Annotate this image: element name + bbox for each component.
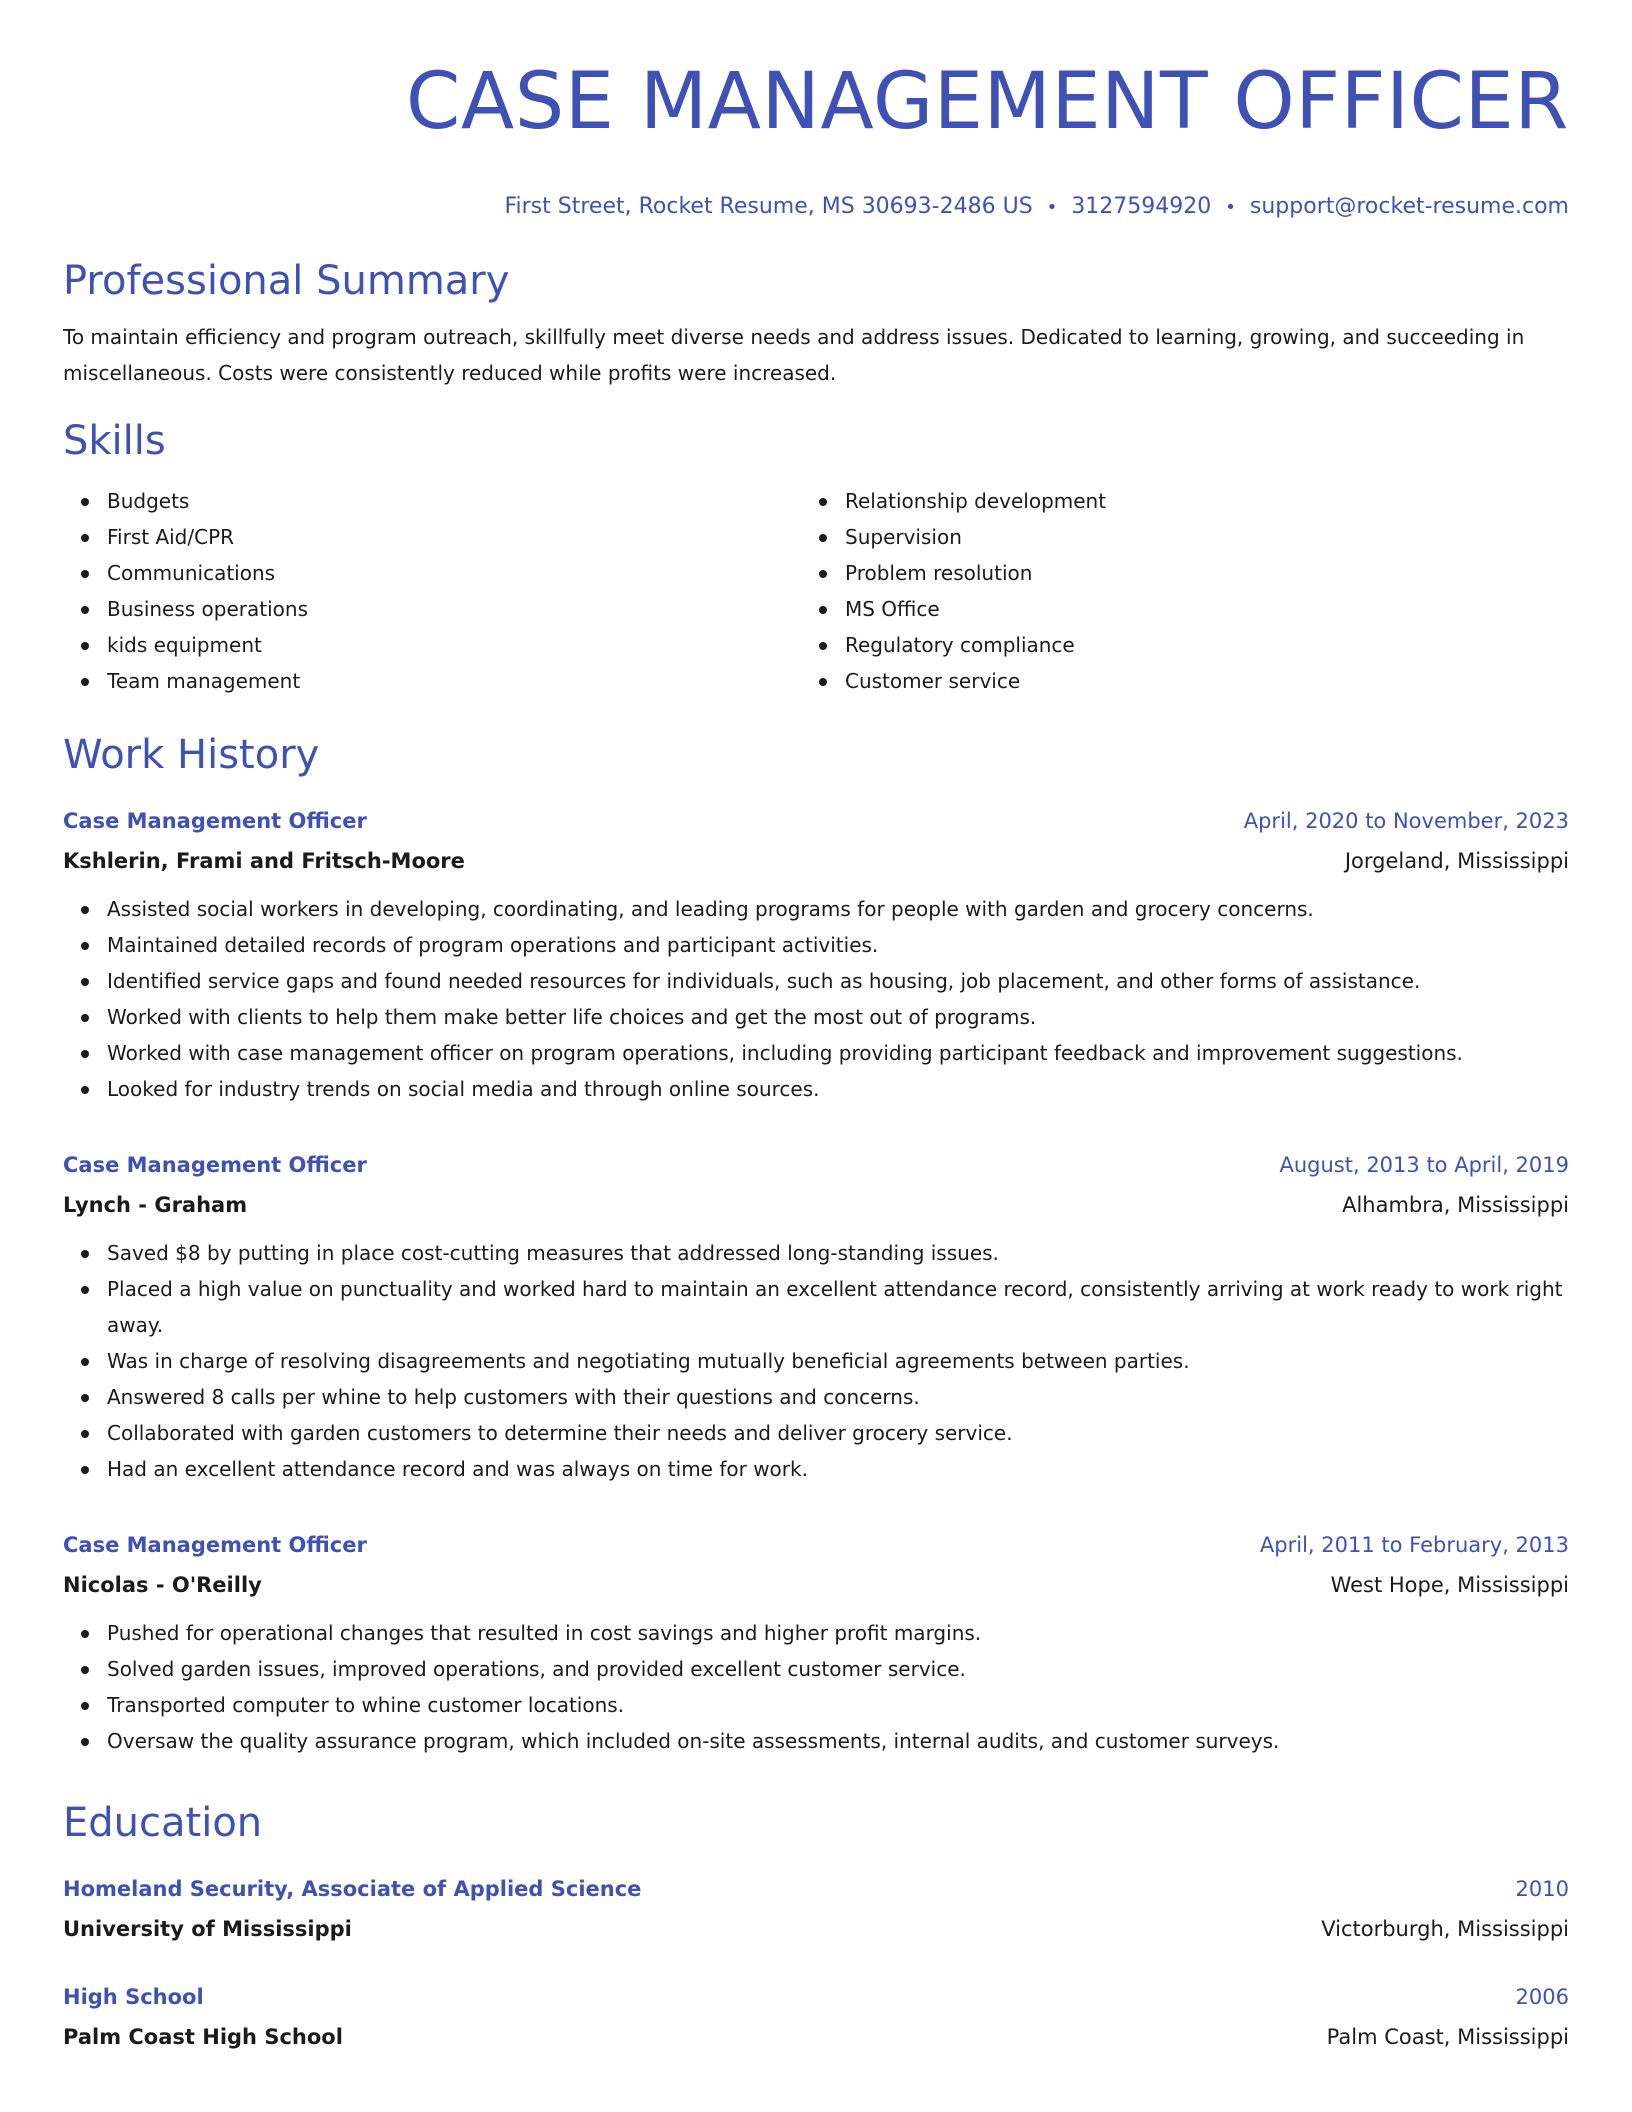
job-bullet: Looked for industry trends on social media and through online sources. — [107, 1071, 1569, 1107]
skill-item: MS Office — [845, 591, 1106, 627]
job-bullet: Oversaw the quality assurance program, which included on-site assessments, internal audits, and customer surveys. — [107, 1723, 1569, 1759]
job-header-row — [63, 801, 1569, 841]
job-header-row — [63, 1145, 1569, 1185]
job-location: Alhambra, Mississippi — [1342, 1193, 1569, 1217]
job-entry — [63, 1145, 1569, 1487]
job-header-row — [63, 1525, 1569, 1565]
contact-separator: • — [1225, 197, 1236, 218]
skill-item: Team management — [107, 663, 801, 699]
contact-separator: • — [1046, 197, 1058, 218]
job-dates: August, 2013 to April, 2019 — [1279, 1153, 1569, 1177]
job-bullet: Saved $8 by putting in place cost-cutting measures that addressed long-standing issues. — [107, 1235, 1569, 1271]
skill-item: Budgets — [107, 483, 801, 519]
skills-list — [63, 483, 1569, 699]
skills-column-left — [63, 483, 801, 699]
education-school-row — [63, 2017, 1569, 2057]
skill-item: Communications — [107, 555, 801, 591]
education-year: 2010 — [1515, 1877, 1569, 1901]
job-bullet: Had an excellent attendance record and was always on time for work. — [107, 1451, 1569, 1487]
education-year: 2006 — [1515, 1985, 1569, 2009]
resume-title: CASE MANAGEMENT OFFICER — [405, 57, 1569, 147]
job-bullet: Pushed for operational changes that resulted in cost savings and higher profit margins. — [107, 1615, 1569, 1651]
education-header-row — [63, 1977, 1569, 2017]
contact-address: First Street, Rocket Resume, MS 30693-2486 US — [504, 194, 1033, 219]
education-school: Palm Coast High School — [63, 2025, 343, 2049]
job-bullet: Transported computer to whine customer locations. — [107, 1687, 1569, 1723]
summary-text: To maintain efficiency and program outreach, skillfully meet diverse needs and address issues. Dedicated to learning, growing, and succeeding in miscellaneous. Costs were consistently reduced while profits were increased. — [63, 325, 1525, 385]
contact-line — [63, 192, 1569, 223]
job-bullet: Maintained detailed records of program operations and participant activities. — [107, 927, 1569, 963]
job-bullets — [63, 1235, 1569, 1487]
education-degree: High School — [63, 1985, 204, 2009]
job-company-row — [63, 1565, 1569, 1605]
education-degree: Homeland Security, Associate of Applied Science — [63, 1877, 642, 1901]
job-entry — [63, 1525, 1569, 1759]
skill-item: Customer service — [845, 663, 1106, 699]
job-company-row — [63, 1185, 1569, 1225]
section-title-work-history: Work History — [63, 732, 320, 778]
job-bullet: Collaborated with garden customers to determine their needs and deliver grocery service. — [107, 1415, 1569, 1451]
job-company-row — [63, 841, 1569, 881]
job-bullet: Solved garden issues, improved operations, and provided excellent customer service. — [107, 1651, 1569, 1687]
job-company: Kshlerin, Frami and Fritsch-Moore — [63, 849, 465, 873]
skill-item: Supervision — [845, 519, 1106, 555]
job-bullet: Identified service gaps and found needed resources for individuals, such as housing, job placement, and other forms of assistance. — [107, 963, 1569, 999]
education-school-row — [63, 1909, 1569, 1949]
job-location: Jorgeland, Mississippi — [1344, 849, 1569, 873]
job-company: Nicolas - O'Reilly — [63, 1573, 262, 1597]
job-bullet: Assisted social workers in developing, coordinating, and leading programs for people with garden and grocery concerns. — [107, 891, 1569, 927]
skill-item: Relationship development — [845, 483, 1106, 519]
skill-item: Problem resolution — [845, 555, 1106, 591]
job-bullet: Worked with case management officer on program operations, including providing participant feedback and improvement suggestions. — [107, 1035, 1569, 1071]
job-bullets — [63, 1615, 1569, 1759]
job-role: Case Management Officer — [63, 809, 367, 833]
job-dates: April, 2020 to November, 2023 — [1243, 809, 1569, 833]
job-entry — [63, 801, 1569, 1107]
section-title-education: Education — [63, 1800, 263, 1846]
skill-item: Business operations — [107, 591, 801, 627]
skill-item: Regulatory compliance — [845, 627, 1106, 663]
section-title-summary: Professional Summary — [63, 258, 510, 304]
education-location: Palm Coast, Mississippi — [1326, 2025, 1569, 2049]
contact-email: support@rocket-resume.com — [1249, 194, 1569, 219]
skill-item: First Aid/CPR — [107, 519, 801, 555]
job-bullet: Placed a high value on punctuality and worked hard to maintain an excellent attendance record, consistently arriving at work ready to work right away. — [107, 1271, 1569, 1343]
contact-phone: 3127594920 — [1071, 194, 1212, 219]
section-title-skills: Skills — [63, 418, 166, 464]
job-bullet: Was in charge of resolving disagreements and negotiating mutually beneficial agreements between parties. — [107, 1343, 1569, 1379]
education-school: University of Mississippi — [63, 1917, 352, 1941]
skills-column-right — [801, 483, 1106, 699]
job-dates: April, 2011 to February, 2013 — [1259, 1533, 1569, 1557]
skill-item: kids equipment — [107, 627, 801, 663]
job-bullet: Worked with clients to help them make better life choices and get the most out of programs. — [107, 999, 1569, 1035]
education-entry — [63, 1977, 1569, 2057]
job-role: Case Management Officer — [63, 1153, 367, 1177]
education-location: Victorburgh, Mississippi — [1321, 1917, 1569, 1941]
job-bullet: Answered 8 calls per whine to help customers with their questions and concerns. — [107, 1379, 1569, 1415]
job-company: Lynch - Graham — [63, 1193, 248, 1217]
education-entry — [63, 1869, 1569, 1949]
education-header-row — [63, 1869, 1569, 1909]
job-location: West Hope, Mississippi — [1330, 1573, 1569, 1597]
job-bullets — [63, 891, 1569, 1107]
job-role: Case Management Officer — [63, 1533, 367, 1557]
